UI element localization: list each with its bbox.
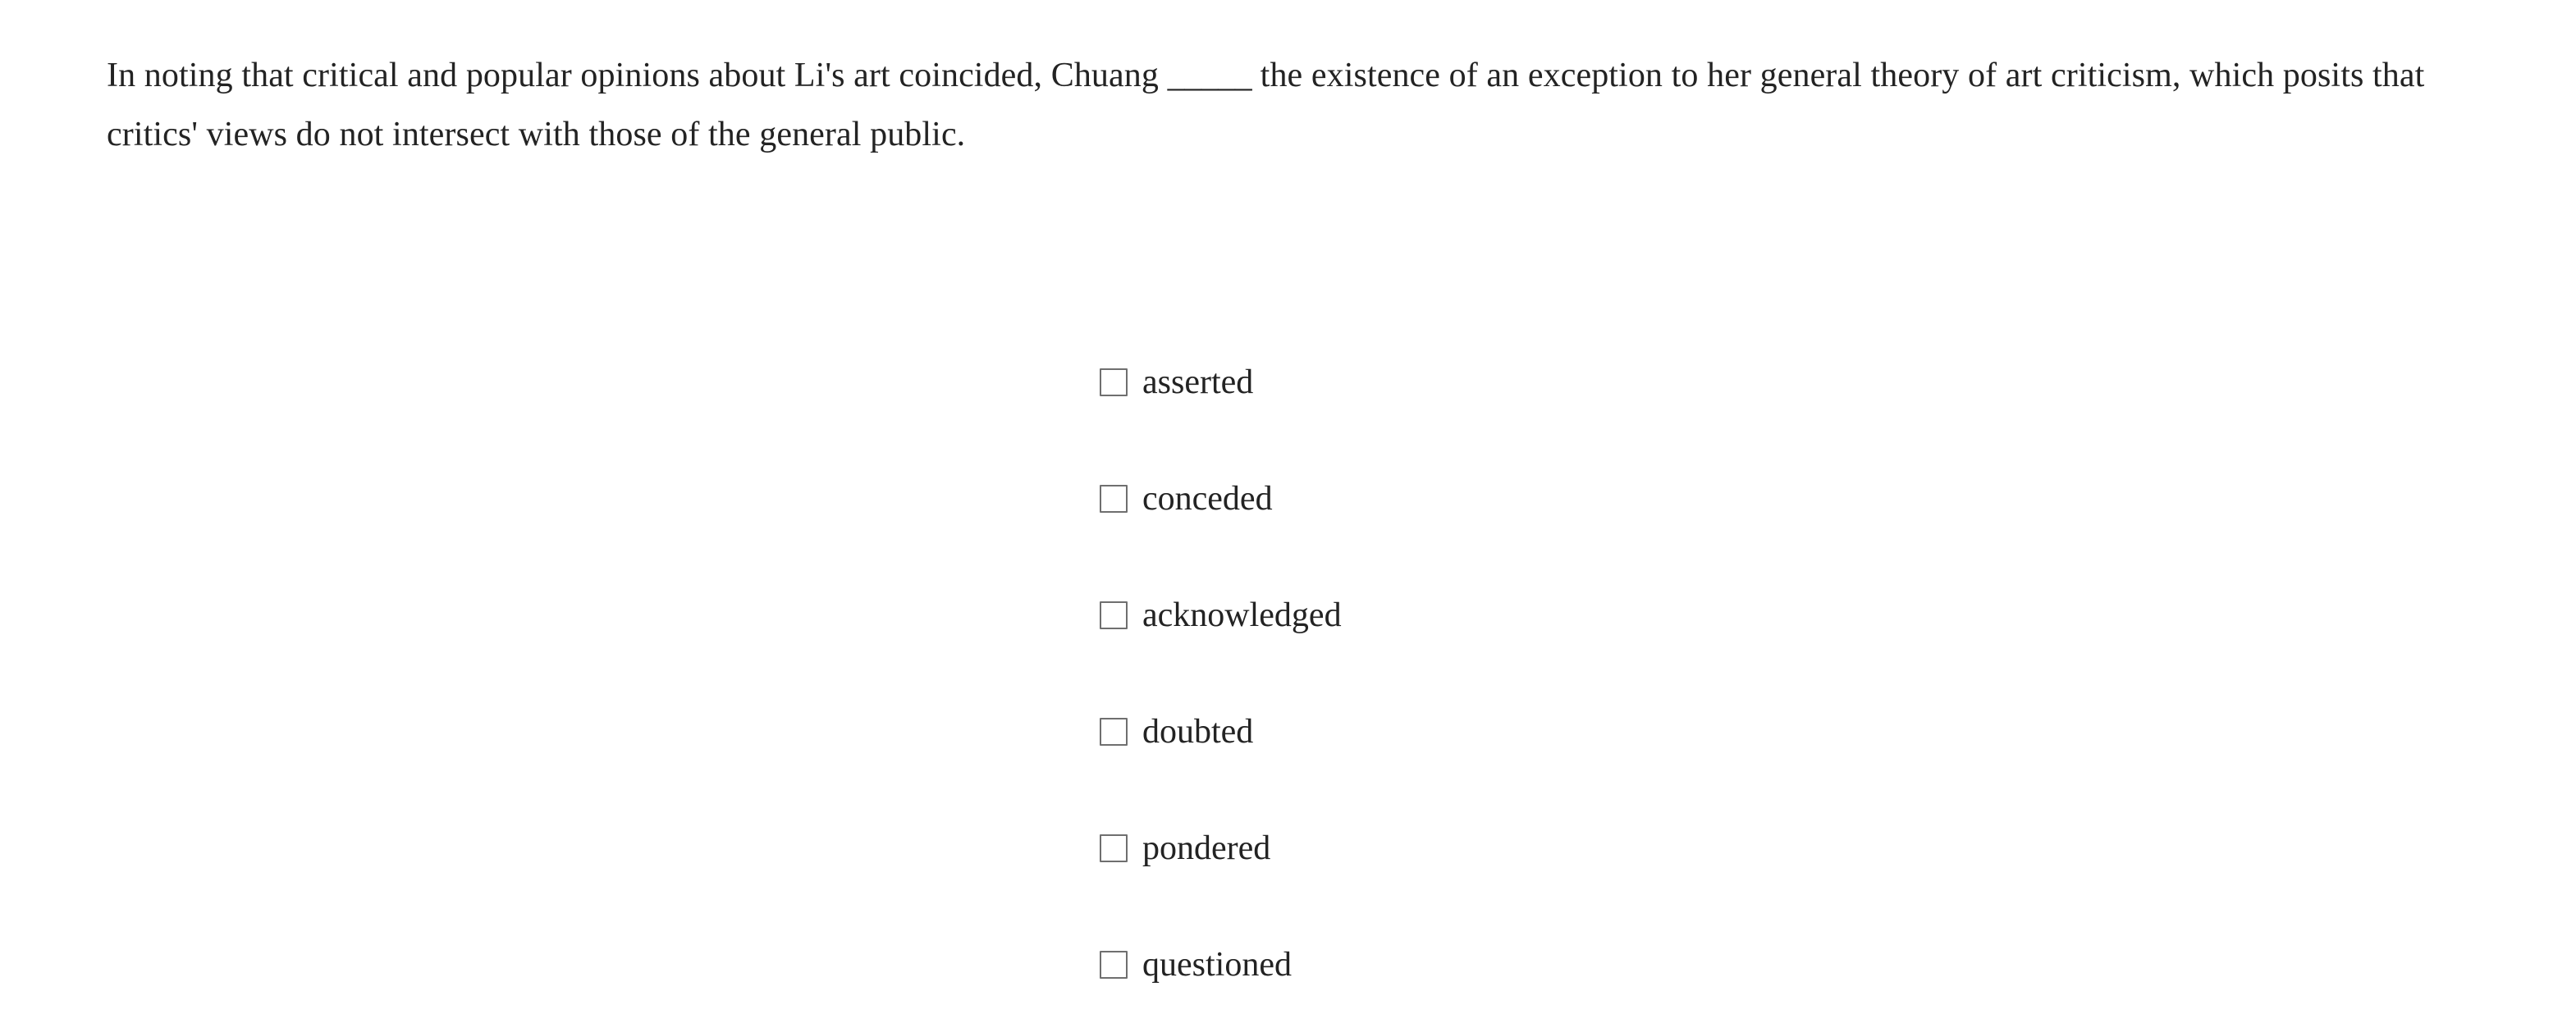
answer-blank: _____ [1167, 57, 1252, 94]
option-label: acknowledged [1142, 596, 1342, 634]
checkbox-icon[interactable] [1100, 718, 1128, 746]
option-label: questioned [1142, 946, 1292, 984]
checkbox-icon[interactable] [1100, 485, 1128, 513]
option-doubted[interactable] [1100, 694, 2084, 770]
option-label: pondered [1142, 829, 1271, 867]
question-text-before-blank: In noting that critical and popular opinions about Li's art coincided, Chuang [107, 57, 1168, 94]
option-label: doubted [1142, 713, 1254, 751]
checkbox-icon[interactable] [1100, 601, 1128, 629]
answer-options-list [1100, 345, 2084, 1003]
checkbox-icon[interactable] [1100, 368, 1128, 396]
option-conceded[interactable] [1100, 461, 2084, 537]
question-stem [107, 46, 2454, 164]
option-questioned[interactable] [1100, 927, 2084, 1003]
checkbox-icon[interactable] [1100, 951, 1128, 979]
option-asserted[interactable] [1100, 345, 2084, 420]
option-label: conceded [1142, 480, 1273, 518]
option-label: asserted [1142, 363, 1254, 401]
option-pondered[interactable] [1100, 811, 2084, 886]
question-text-after-blank: the existence of an exception to her general theory of art criticism, which posits that critics' views do not intersect with those of the general public. [107, 57, 2425, 154]
checkbox-icon[interactable] [1100, 834, 1128, 862]
option-acknowledged[interactable] [1100, 578, 2084, 653]
